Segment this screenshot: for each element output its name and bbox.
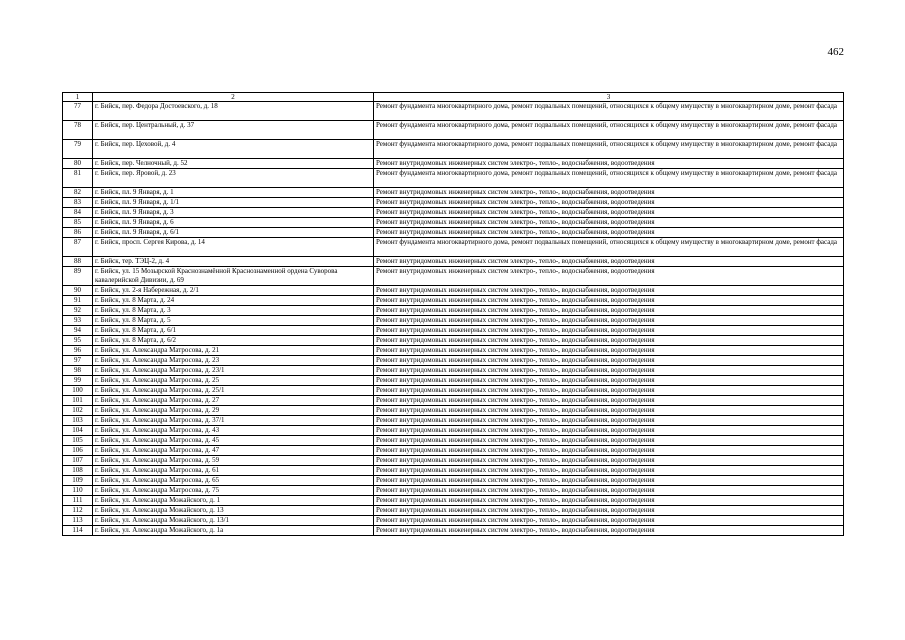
table-row [63,306,844,316]
address-cell: г. Бийск, ул. Александра Матросова, д. 65 [93,476,374,486]
work-description-cell: Ремонт внутридомовых инженерных систем электро-, тепло-, водоснабжения, водоотведения [374,218,844,228]
work-description-cell: Ремонт внутридомовых инженерных систем электро-, тепло-, водоснабжения, водоотведения [374,526,844,536]
address-cell: г. Бийск, пер. Федора Достоевского, д. 18 [93,102,374,121]
row-number-cell: 99 [63,376,93,386]
row-number-cell: 114 [63,526,93,536]
table-row [63,238,844,257]
address-cell: г. Бийск, пер. Цеховой, д. 4 [93,140,374,159]
row-number-cell: 95 [63,336,93,346]
table-row [63,516,844,526]
address-cell: г. Бийск, ул. Александра Матросова, д. 29 [93,406,374,416]
work-description-cell: Ремонт фундамента многоквартирного дома, ремонт подвальных помещений, относящихся к общему имуществу в многоквартирном доме, ремонт фасада [374,169,844,188]
row-number-cell: 85 [63,218,93,228]
address-cell: г. Бийск, ул. Александра Можайского, д. 1а [93,526,374,536]
works-table [62,92,844,536]
work-description-cell: Ремонт внутридомовых инженерных систем электро-, тепло-, водоснабжения, водоотведения [374,316,844,326]
row-number-cell: 86 [63,228,93,238]
table-row [63,356,844,366]
work-description-cell: Ремонт внутридомовых инженерных систем электро-, тепло-, водоснабжения, водоотведения [374,159,844,169]
work-description-cell: Ремонт внутридомовых инженерных систем электро-, тепло-, водоснабжения, водоотведения [374,446,844,456]
address-cell: г. Бийск, ул. Александра Матросова, д. 25/1 [93,386,374,396]
table-row [63,228,844,238]
table-row [63,376,844,386]
row-number-cell: 105 [63,436,93,446]
table-row [63,466,844,476]
row-number-cell: 110 [63,486,93,496]
address-cell: г. Бийск, ул. Александра Матросова, д. 27 [93,396,374,406]
address-cell: г. Бийск, ул. Александра Можайского, д. 1 [93,496,374,506]
table-row [63,436,844,446]
work-description-cell: Ремонт внутридомовых инженерных систем электро-, тепло-, водоснабжения, водоотведения [374,267,844,286]
work-description-cell: Ремонт внутридомовых инженерных систем электро-, тепло-, водоснабжения, водоотведения [374,336,844,346]
work-description-cell: Ремонт фундамента многоквартирного дома, ремонт подвальных помещений, относящихся к общему имуществу в многоквартирном доме, ремонт фасада [374,140,844,159]
table-body [63,102,844,536]
address-cell: г. Бийск, пер. Яровой, д. 23 [93,169,374,188]
work-description-cell: Ремонт внутридомовых инженерных систем электро-, тепло-, водоснабжения, водоотведения [374,466,844,476]
address-cell: г. Бийск, ул. Александра Матросова, д. 21 [93,346,374,356]
row-number-cell: 87 [63,238,93,257]
work-description-cell: Ремонт внутридомовых инженерных систем электро-, тепло-, водоснабжения, водоотведения [374,396,844,406]
row-number-cell: 103 [63,416,93,426]
row-number-cell: 80 [63,159,93,169]
work-description-cell: Ремонт внутридомовых инженерных систем электро-, тепло-, водоснабжения, водоотведения [374,496,844,506]
work-description-cell: Ремонт фундамента многоквартирного дома, ремонт подвальных помещений, относящихся к общему имуществу в многоквартирном доме, ремонт фасада [374,121,844,140]
row-number-cell: 106 [63,446,93,456]
row-number-cell: 81 [63,169,93,188]
address-cell: г. Бийск, ул. Александра Матросова, д. 59 [93,456,374,466]
work-description-cell: Ремонт внутридомовых инженерных систем электро-, тепло-, водоснабжения, водоотведения [374,257,844,267]
row-number-cell: 98 [63,366,93,376]
address-cell: г. Бийск, пер. Челночный, д. 52 [93,159,374,169]
work-description-cell: Ремонт внутридомовых инженерных систем электро-, тепло-, водоснабжения, водоотведения [374,376,844,386]
work-description-cell: Ремонт внутридомовых инженерных систем электро-, тепло-, водоснабжения, водоотведения [374,188,844,198]
column-header-work: 3 [374,93,844,102]
row-number-cell: 109 [63,476,93,486]
address-cell: г. Бийск, ул. Александра Матросова, д. 43 [93,426,374,436]
address-cell: г. Бийск, ул. 15 Мозырской Краснознамённой Краснознаменной ордена Суворова кавалерийской Дивизии, д. 69 [93,267,374,286]
work-description-cell: Ремонт внутридомовых инженерных систем электро-, тепло-, водоснабжения, водоотведения [374,228,844,238]
address-cell: г. Бийск, ул. Александра Матросова, д. 37/1 [93,416,374,426]
row-number-cell: 97 [63,356,93,366]
work-description-cell: Ремонт внутридомовых инженерных систем электро-, тепло-, водоснабжения, водоотведения [374,286,844,296]
table-row [63,218,844,228]
address-cell: г. Бийск, ул. Александра Матросова, д. 47 [93,446,374,456]
work-description-cell: Ремонт фундамента многоквартирного дома, ремонт подвальных помещений, относящихся к общему имуществу в многоквартирном доме, ремонт фасада [374,238,844,257]
row-number-cell: 94 [63,326,93,336]
table-row [63,326,844,336]
table-row [63,396,844,406]
table-row [63,406,844,416]
row-number-cell: 104 [63,426,93,436]
work-description-cell: Ремонт внутридомовых инженерных систем электро-, тепло-, водоснабжения, водоотведения [374,296,844,306]
row-number-cell: 84 [63,208,93,218]
table-header-row [63,93,844,102]
row-number-cell: 113 [63,516,93,526]
address-cell: г. Бийск, тер. ТЭЦ-2, д. 4 [93,257,374,267]
table-row [63,267,844,286]
address-cell: г. Бийск, ул. Александра Матросова, д. 45 [93,436,374,446]
work-description-cell: Ремонт внутридомовых инженерных систем электро-, тепло-, водоснабжения, водоотведения [374,416,844,426]
table-row [63,346,844,356]
table-row [63,140,844,159]
address-cell: г. Бийск, пл. 9 Января, д. 3 [93,208,374,218]
row-number-cell: 79 [63,140,93,159]
table-row [63,476,844,486]
row-number-cell: 100 [63,386,93,396]
table-row [63,159,844,169]
address-cell: г. Бийск, ул. 8 Марта, д. 24 [93,296,374,306]
row-number-cell: 88 [63,257,93,267]
address-cell: г. Бийск, ул. 8 Марта, д. 6/2 [93,336,374,346]
work-description-cell: Ремонт внутридомовых инженерных систем электро-, тепло-, водоснабжения, водоотведения [374,346,844,356]
row-number-cell: 102 [63,406,93,416]
work-description-cell: Ремонт внутридомовых инженерных систем электро-, тепло-, водоснабжения, водоотведения [374,476,844,486]
address-cell: г. Бийск, ул. Александра Матросова, д. 25 [93,376,374,386]
row-number-cell: 108 [63,466,93,476]
table-row [63,456,844,466]
address-cell: г. Бийск, ул. Александра Матросова, д. 75 [93,486,374,496]
work-description-cell: Ремонт внутридомовых инженерных систем электро-, тепло-, водоснабжения, водоотведения [374,456,844,466]
address-cell: г. Бийск, ул. Александра Матросова, д. 23 [93,356,374,366]
table-row [63,169,844,188]
table-row [63,496,844,506]
row-number-cell: 82 [63,188,93,198]
address-cell: г. Бийск, ул. 2-я Набережная, д. 2/1 [93,286,374,296]
table-row [63,316,844,326]
address-cell: г. Бийск, пл. 9 Января, д. 1/1 [93,198,374,208]
table-row [63,198,844,208]
address-cell: г. Бийск, ул. 8 Марта, д. 5 [93,316,374,326]
address-cell: г. Бийск, ул. Александра Можайского, д. 13/1 [93,516,374,526]
table-row [63,296,844,306]
work-description-cell: Ремонт внутридомовых инженерных систем электро-, тепло-, водоснабжения, водоотведения [374,326,844,336]
row-number-cell: 83 [63,198,93,208]
address-cell: г. Бийск, ул. 8 Марта, д. 3 [93,306,374,316]
row-number-cell: 96 [63,346,93,356]
row-number-cell: 77 [63,102,93,121]
work-description-cell: Ремонт внутридомовых инженерных систем электро-, тепло-, водоснабжения, водоотведения [374,516,844,526]
table-row [63,208,844,218]
table-row [63,526,844,536]
row-number-cell: 92 [63,306,93,316]
row-number-cell: 112 [63,506,93,516]
work-description-cell: Ремонт внутридомовых инженерных систем электро-, тепло-, водоснабжения, водоотведения [374,436,844,446]
work-description-cell: Ремонт внутридомовых инженерных систем электро-, тепло-, водоснабжения, водоотведения [374,426,844,436]
table-row [63,121,844,140]
address-cell: г. Бийск, пер. Центральный, д. 37 [93,121,374,140]
table-row [63,188,844,198]
work-description-cell: Ремонт внутридомовых инженерных систем электро-, тепло-, водоснабжения, водоотведения [374,506,844,516]
work-description-cell: Ремонт внутридомовых инженерных систем электро-, тепло-, водоснабжения, водоотведения [374,386,844,396]
row-number-cell: 107 [63,456,93,466]
row-number-cell: 91 [63,296,93,306]
work-description-cell: Ремонт внутридомовых инженерных систем электро-, тепло-, водоснабжения, водоотведения [374,406,844,416]
table-row [63,286,844,296]
row-number-cell: 93 [63,316,93,326]
row-number-cell: 90 [63,286,93,296]
row-number-cell: 78 [63,121,93,140]
work-description-cell: Ремонт внутридомовых инженерных систем электро-, тепло-, водоснабжения, водоотведения [374,306,844,316]
column-header-address: 2 [93,93,374,102]
address-cell: г. Бийск, ул. Александра Матросова, д. 23/1 [93,366,374,376]
work-description-cell: Ремонт внутридомовых инженерных систем электро-, тепло-, водоснабжения, водоотведения [374,198,844,208]
table-row [63,102,844,121]
row-number-cell: 89 [63,267,93,286]
page-number: 462 [827,46,844,58]
work-description-cell: Ремонт внутридомовых инженерных систем электро-, тепло-, водоснабжения, водоотведения [374,208,844,218]
address-cell: г. Бийск, пл. 9 Января, д. 6/1 [93,228,374,238]
address-cell: г. Бийск, ул. 8 Марта, д. 6/1 [93,326,374,336]
table-row [63,366,844,376]
work-description-cell: Ремонт внутридомовых инженерных систем электро-, тепло-, водоснабжения, водоотведения [374,356,844,366]
address-cell: г. Бийск, пл. 9 Января, д. 1 [93,188,374,198]
table-row [63,486,844,496]
work-description-cell: Ремонт внутридомовых инженерных систем электро-, тепло-, водоснабжения, водоотведения [374,486,844,496]
row-number-cell: 111 [63,496,93,506]
table-row [63,506,844,516]
work-description-cell: Ремонт фундамента многоквартирного дома, ремонт подвальных помещений, относящихся к общему имуществу в многоквартирном доме, ремонт фасада [374,102,844,121]
column-header-number: 1 [63,93,93,102]
address-cell: г. Бийск, ул. Александра Матросова, д. 61 [93,466,374,476]
row-number-cell: 101 [63,396,93,406]
work-description-cell: Ремонт внутридомовых инженерных систем электро-, тепло-, водоснабжения, водоотведения [374,366,844,376]
table-row [63,426,844,436]
table-row [63,446,844,456]
table-row [63,386,844,396]
address-cell: г. Бийск, пл. 9 Января, д. 6 [93,218,374,228]
address-cell: г. Бийск, ул. Александра Можайского, д. 13 [93,506,374,516]
address-cell: г. Бийск, просп. Сергея Кирова, д. 14 [93,238,374,257]
table-row [63,336,844,346]
table-row [63,416,844,426]
table-row [63,257,844,267]
